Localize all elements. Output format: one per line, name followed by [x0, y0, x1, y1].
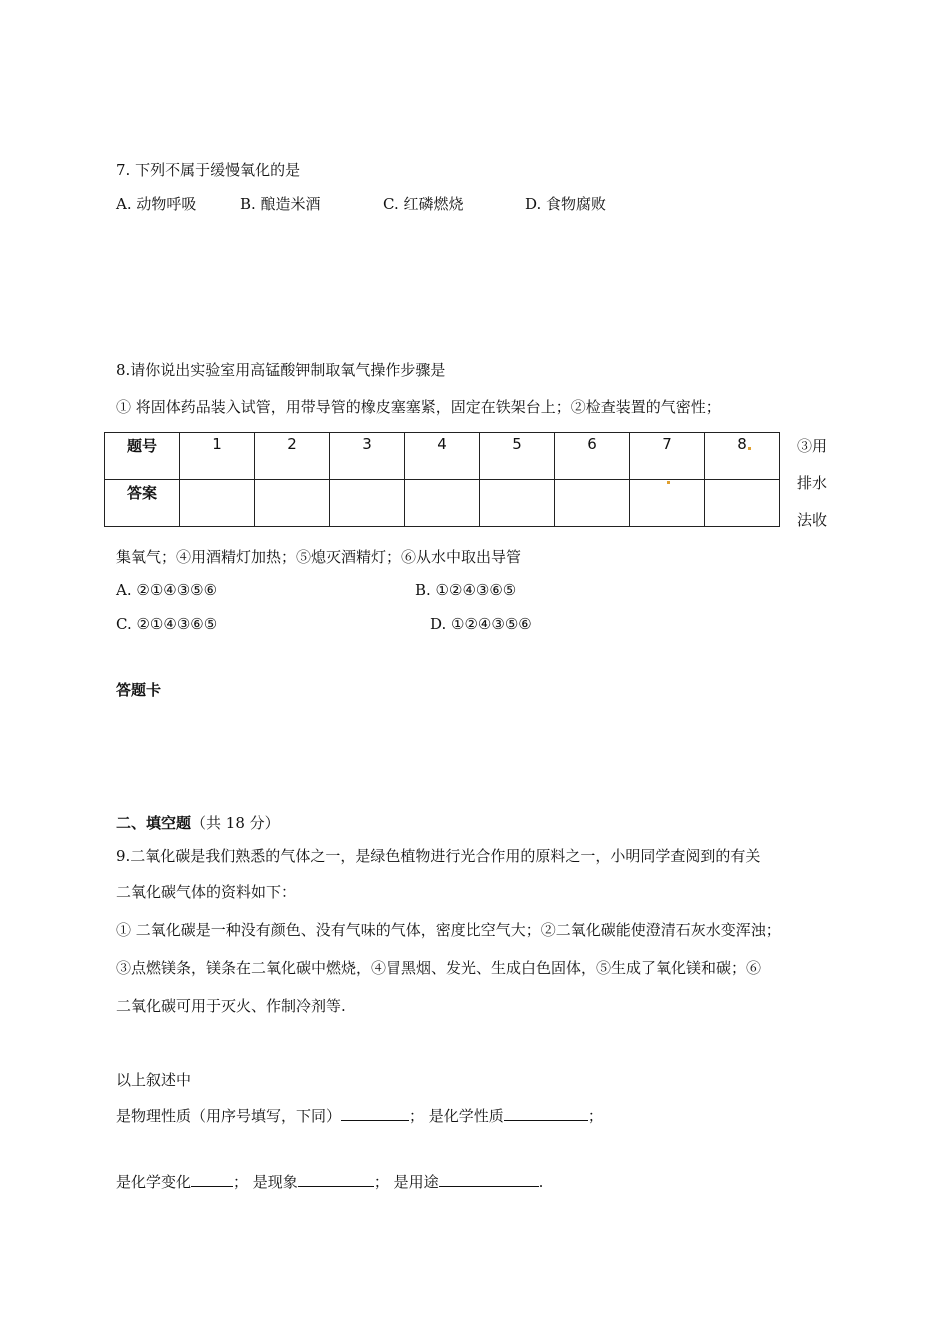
answer-cell[interactable]: [255, 480, 330, 527]
q8-option-b: B. ①②④③⑥⑤: [415, 581, 517, 599]
answer-table-number-cell: 1: [180, 433, 255, 480]
chemical-change-label: 是化学变化: [116, 1173, 192, 1191]
q9-line-2: 二氧化碳气体的资料如下：: [116, 883, 297, 901]
q7-option-a: A. 动物呼吸: [116, 195, 197, 213]
physical-property-label: 是物理性质（用序号填写，下同）: [116, 1107, 342, 1125]
separator: ；: [587, 1107, 603, 1125]
q9-fill-line-1: [116, 1104, 603, 1126]
q9-line-1: 9.二氧化碳是我们熟悉的气体之一，是绿色植物进行光合作用的原料之一，小明同学查阅到的有关: [116, 847, 761, 865]
answer-table-number-cell: 7: [630, 433, 705, 480]
answer-cell[interactable]: [480, 480, 555, 527]
q8-side-text-3: 法收: [797, 511, 828, 529]
chemical-change-blank[interactable]: [191, 1170, 233, 1187]
q8-side-text-2: 排水: [797, 474, 828, 492]
q8-option-a: A. ②①④③⑤⑥: [116, 581, 218, 599]
answer-cell[interactable]: [180, 480, 255, 527]
physical-property-blank[interactable]: [341, 1104, 409, 1121]
answer-table-answer-header: 答案: [105, 480, 180, 527]
answer-cell[interactable]: [705, 480, 780, 527]
answer-cell[interactable]: [630, 480, 705, 527]
section-2-points: （共 18 分）: [191, 814, 280, 832]
q7-option-b: B. 酿造米酒: [240, 195, 321, 213]
section-2-title: 二、填空题: [116, 814, 192, 832]
use-blank[interactable]: [439, 1170, 539, 1187]
q8-side-text-1: ③用: [797, 437, 828, 455]
q8-stem: 8.请你说出实验室用高锰酸钾制取氧气操作步骤是: [116, 361, 446, 379]
separator: ；: [233, 1173, 253, 1191]
answer-table-number-cell: 5: [480, 433, 555, 480]
answer-cell[interactable]: [330, 480, 405, 527]
phenomenon-blank[interactable]: [298, 1170, 374, 1187]
q9-line-4: ③点燃镁条，镁条在二氧化碳中燃烧，④冒黑烟、发光、生成白色固体，⑤生成了氧化镁和碳；⑥: [116, 959, 762, 977]
phenomenon-label: 是现象: [252, 1173, 298, 1191]
q8-steps-line1: ① 将固体药品装入试管，用带导管的橡皮塞塞紧，固定在铁架台上；②检查装置的气密性；: [116, 398, 721, 416]
answer-table-number-header: 题号: [105, 433, 180, 480]
period: .: [538, 1173, 544, 1191]
q9-intro: 以上叙述中: [116, 1071, 192, 1089]
q9-fill-line-2: [116, 1170, 543, 1192]
mark-dot: [748, 447, 751, 450]
q7-option-c: C. 红磷燃烧: [383, 195, 464, 213]
answer-table-number-cell: 3: [330, 433, 405, 480]
answer-table: [104, 432, 780, 527]
mark-dot: [667, 481, 670, 484]
q8-option-c: C. ②①④③⑥⑤: [116, 615, 218, 633]
answer-cell[interactable]: [555, 480, 630, 527]
chemical-property-label: 是化学性质: [428, 1107, 504, 1125]
q7-option-d: D. 食物腐败: [525, 195, 607, 213]
q8-steps-line2: 集氧气；④用酒精灯加热；⑤熄灭酒精灯；⑥从水中取出导管: [116, 548, 522, 566]
q9-line-5: 二氧化碳可用于灭火、作制冷剂等.: [116, 997, 346, 1015]
q8-option-d: D. ①②④③⑤⑥: [430, 615, 532, 633]
q9-line-3: ① 二氧化碳是一种没有颜色、没有气味的气体，密度比空气大；②二氧化碳能使澄清石灰水变浑浊；: [116, 921, 781, 939]
chemical-property-blank[interactable]: [504, 1104, 588, 1121]
answer-table-number-cell: 8: [705, 433, 780, 480]
answer-table-answer-row: [105, 480, 780, 527]
answer-card-label: 答题卡: [116, 681, 162, 699]
answer-cell[interactable]: [405, 480, 480, 527]
answer-table-number-cell: 4: [405, 433, 480, 480]
answer-table-number-cell: 6: [555, 433, 630, 480]
separator: ；: [409, 1107, 429, 1125]
section-2-heading: [116, 813, 280, 833]
answer-table-number-cell: 2: [255, 433, 330, 480]
answer-table-number-row: [105, 433, 780, 480]
separator: ；: [373, 1173, 394, 1191]
use-label: 是用途: [393, 1173, 439, 1191]
q7-stem: 7. 下列不属于缓慢氧化的是: [116, 161, 301, 179]
